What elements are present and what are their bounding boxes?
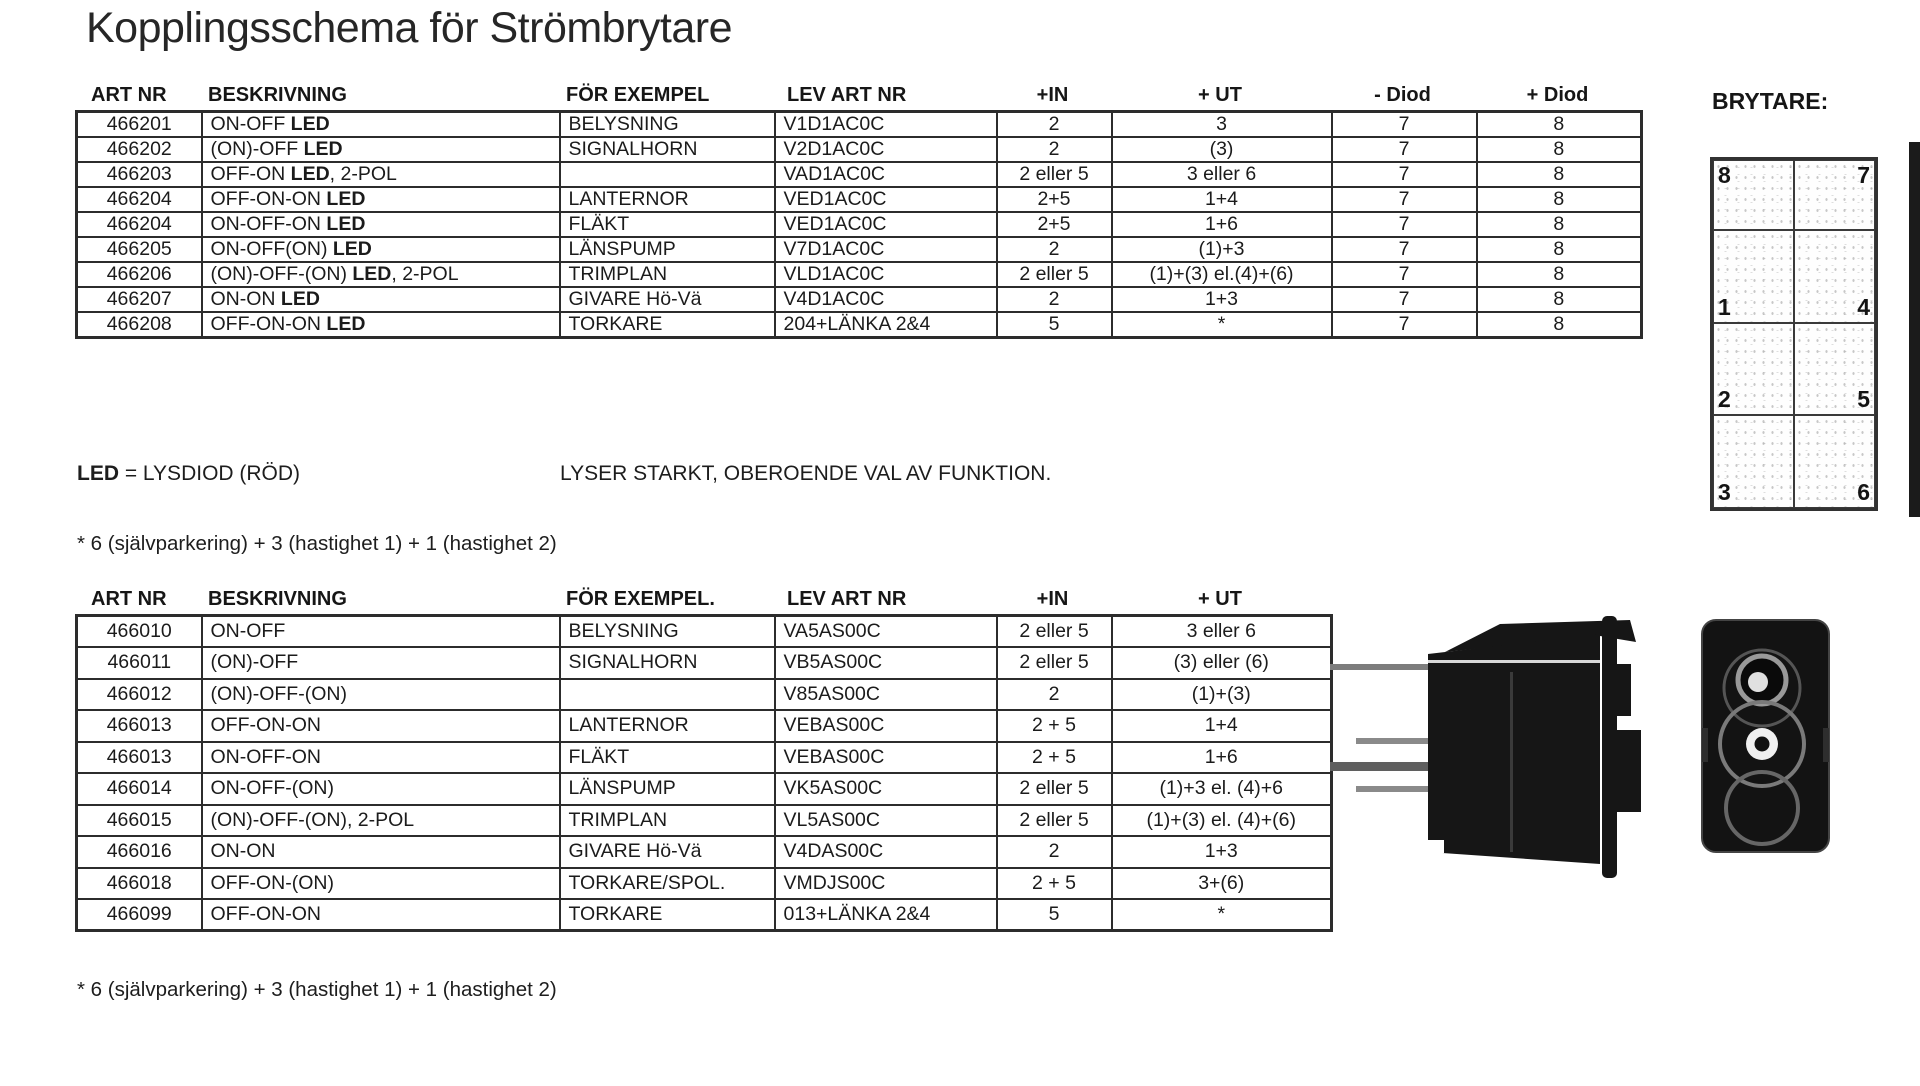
cell-for-exempel: SIGNALHORN bbox=[560, 647, 775, 679]
cell-lev-art-nr: V85AS00C bbox=[775, 679, 997, 711]
cell-plus-ut: 1+4 bbox=[1112, 187, 1332, 212]
cell-art-nr: 466201 bbox=[77, 112, 202, 138]
cell-beskrivning: ON-OFF bbox=[202, 616, 560, 648]
cell-for-exempel: FLÄKT bbox=[560, 212, 775, 237]
cell-plus-ut: 1+3 bbox=[1112, 287, 1332, 312]
table-row bbox=[77, 899, 1332, 931]
column-header-mdiod: - Diod bbox=[1374, 84, 1431, 106]
terminal-number: 5 bbox=[1857, 386, 1870, 413]
led-note bbox=[77, 462, 300, 486]
desc-post: , 2-POL bbox=[391, 263, 459, 285]
cell-art-nr: 466099 bbox=[77, 899, 202, 931]
table-row bbox=[77, 836, 1332, 868]
cell-plus-in: 2 eller 5 bbox=[997, 616, 1112, 648]
column-header-desc: BESKRIVNING bbox=[208, 84, 347, 106]
table-row bbox=[77, 237, 1642, 262]
cell-art-nr: 466012 bbox=[77, 679, 202, 711]
column-header-ut: + UT bbox=[1198, 84, 1242, 106]
desc-bold: LED bbox=[290, 163, 330, 185]
cell-minus-diod: 7 bbox=[1332, 312, 1477, 338]
column-header-ut: + UT bbox=[1198, 588, 1242, 610]
cell-minus-diod: 7 bbox=[1332, 137, 1477, 162]
cell-beskrivning bbox=[202, 312, 560, 338]
table-row bbox=[77, 112, 1642, 138]
desc-pre: (ON)-OFF bbox=[210, 138, 304, 160]
cell-lev-art-nr: VEBAS00C bbox=[775, 742, 997, 774]
cell-beskrivning: ON-OFF-ON bbox=[202, 742, 560, 774]
cell-minus-diod: 7 bbox=[1332, 162, 1477, 187]
cell-lev-art-nr: VED1AC0C bbox=[775, 187, 997, 212]
table-row bbox=[77, 162, 1642, 187]
cell-plus-in: 2 + 5 bbox=[997, 742, 1112, 774]
cell-beskrivning: ON-ON bbox=[202, 836, 560, 868]
cell-plus-in: 2 bbox=[997, 112, 1112, 138]
cell-plus-ut: (1)+3 bbox=[1112, 237, 1332, 262]
cell-art-nr: 466205 bbox=[77, 237, 202, 262]
brytare-label: BRYTARE: bbox=[1712, 88, 1829, 114]
cell-beskrivning bbox=[202, 137, 560, 162]
cell-art-nr: 466202 bbox=[77, 137, 202, 162]
cell-for-exempel: LANTERNOR bbox=[560, 710, 775, 742]
footnote-bottom: * 6 (självparkering) + 3 (hastighet 1) + 1 (hastighet 2) bbox=[77, 978, 557, 1001]
cell-art-nr: 466011 bbox=[77, 647, 202, 679]
cell-for-exempel: LÄNSPUMP bbox=[560, 237, 775, 262]
column-header-lev: LEV ART NR bbox=[787, 84, 907, 106]
cell-art-nr: 466204 bbox=[77, 212, 202, 237]
terminal-number: 6 bbox=[1857, 478, 1870, 505]
cell-plus-ut: 3 eller 6 bbox=[1112, 162, 1332, 187]
cell-art-nr: 466010 bbox=[77, 616, 202, 648]
terminal-number: 4 bbox=[1857, 293, 1870, 320]
brytare-cell bbox=[1713, 415, 1794, 508]
cell-beskrivning bbox=[202, 212, 560, 237]
desc-bold: LED bbox=[332, 238, 372, 260]
brytare-cell bbox=[1713, 323, 1794, 416]
cell-plus-ut: (3) bbox=[1112, 137, 1332, 162]
cell-plus-ut: (1)+(3) el. (4)+(6) bbox=[1112, 805, 1332, 837]
cell-lev-art-nr: 204+LÄNKA 2&4 bbox=[775, 312, 997, 338]
cell-plus-ut: 3+(6) bbox=[1112, 868, 1332, 900]
cell-minus-diod: 7 bbox=[1332, 237, 1477, 262]
cell-art-nr: 466018 bbox=[77, 868, 202, 900]
cell-for-exempel bbox=[560, 162, 775, 187]
desc-bold: LED bbox=[280, 288, 320, 310]
cell-plus-diod: 8 bbox=[1477, 262, 1642, 287]
cell-plus-in: 2+5 bbox=[997, 187, 1112, 212]
terminal-number: 7 bbox=[1857, 162, 1870, 188]
cell-minus-diod: 7 bbox=[1332, 262, 1477, 287]
cell-beskrivning bbox=[202, 237, 560, 262]
scan-edge-artifact bbox=[1909, 142, 1920, 517]
brytare-terminal-diagram bbox=[1710, 157, 1878, 511]
cell-beskrivning bbox=[202, 262, 560, 287]
cell-plus-ut: (1)+(3) el.(4)+(6) bbox=[1112, 262, 1332, 287]
cell-lev-art-nr: 013+LÄNKA 2&4 bbox=[775, 899, 997, 931]
table-row bbox=[77, 742, 1332, 774]
table-row bbox=[77, 137, 1642, 162]
table-row bbox=[77, 679, 1332, 711]
cell-plus-ut: 3 eller 6 bbox=[1112, 616, 1332, 648]
table-row bbox=[77, 312, 1642, 338]
cell-plus-in: 2 eller 5 bbox=[997, 773, 1112, 805]
rocker-switch-side-view-image bbox=[1330, 612, 1660, 887]
cell-plus-ut: (3) eller (6) bbox=[1112, 647, 1332, 679]
desc-bold: LED bbox=[326, 213, 366, 235]
brytare-cell bbox=[1794, 230, 1875, 323]
cell-plus-in: 2 bbox=[997, 287, 1112, 312]
desc-pre: ON-OFF bbox=[210, 113, 291, 135]
cell-beskrivning bbox=[202, 162, 560, 187]
cell-plus-diod: 8 bbox=[1477, 187, 1642, 212]
cell-plus-ut: 1+6 bbox=[1112, 212, 1332, 237]
cell-plus-in: 2 + 5 bbox=[997, 868, 1112, 900]
desc-bold: LED bbox=[303, 138, 343, 160]
cell-for-exempel: SIGNALHORN bbox=[560, 137, 775, 162]
cell-minus-diod: 7 bbox=[1332, 287, 1477, 312]
cell-art-nr: 466015 bbox=[77, 805, 202, 837]
cell-plus-ut: 1+3 bbox=[1112, 836, 1332, 868]
terminal-number: 2 bbox=[1718, 386, 1731, 413]
cell-for-exempel: GIVARE Hö-Vä bbox=[560, 836, 775, 868]
column-header-desc: BESKRIVNING bbox=[208, 588, 347, 610]
cell-beskrivning: OFF-ON-ON bbox=[202, 710, 560, 742]
cell-for-exempel: TORKARE bbox=[560, 899, 775, 931]
cell-lev-art-nr: VMDJS00C bbox=[775, 868, 997, 900]
desc-bold: LED bbox=[290, 113, 330, 135]
cell-art-nr: 466014 bbox=[77, 773, 202, 805]
cell-for-exempel: LÄNSPUMP bbox=[560, 773, 775, 805]
cell-plus-in: 5 bbox=[997, 312, 1112, 338]
table-row bbox=[77, 647, 1332, 679]
desc-bold: LED bbox=[326, 313, 366, 335]
cell-lev-art-nr: VAD1AC0C bbox=[775, 162, 997, 187]
table-row bbox=[77, 710, 1332, 742]
cell-for-exempel: BELYSNING bbox=[560, 112, 775, 138]
desc-pre: OFF-ON bbox=[210, 163, 291, 185]
column-header-pdiod: + Diod bbox=[1526, 84, 1589, 106]
brytare-cell bbox=[1794, 323, 1875, 416]
cell-lev-art-nr: VK5AS00C bbox=[775, 773, 997, 805]
cell-for-exempel bbox=[560, 679, 775, 711]
desc-pre: ON-ON bbox=[210, 288, 281, 310]
terminal-number: 3 bbox=[1718, 478, 1731, 505]
led-definition: = LYSDIOD (RÖD) bbox=[119, 462, 301, 485]
desc-pre: ON-OFF-ON bbox=[210, 213, 327, 235]
cell-lev-art-nr: V4D1AC0C bbox=[775, 287, 997, 312]
terminal-number: 8 bbox=[1718, 162, 1731, 188]
cell-plus-in: 5 bbox=[997, 899, 1112, 931]
cell-lev-art-nr: V4DAS00C bbox=[775, 836, 997, 868]
table-row bbox=[77, 187, 1642, 212]
cell-beskrivning: (ON)-OFF-(ON), 2-POL bbox=[202, 805, 560, 837]
led-term: LED bbox=[77, 462, 119, 485]
brytare-cell bbox=[1713, 230, 1794, 323]
table-switches-led bbox=[75, 110, 1643, 339]
cell-plus-ut: * bbox=[1112, 899, 1332, 931]
cell-art-nr: 466206 bbox=[77, 262, 202, 287]
table-row bbox=[77, 616, 1332, 648]
cell-lev-art-nr: V1D1AC0C bbox=[775, 112, 997, 138]
cell-plus-in: 2 eller 5 bbox=[997, 262, 1112, 287]
cell-art-nr: 466203 bbox=[77, 162, 202, 187]
table1-header-row bbox=[75, 84, 1640, 107]
table-switches-standard bbox=[75, 614, 1333, 932]
desc-pre: ON-OFF(ON) bbox=[210, 238, 333, 260]
cell-for-exempel: TORKARE bbox=[560, 312, 775, 338]
column-header-in: +IN bbox=[1036, 84, 1069, 106]
cell-art-nr: 466013 bbox=[77, 710, 202, 742]
desc-bold: LED bbox=[326, 188, 366, 210]
cell-plus-ut: 1+4 bbox=[1112, 710, 1332, 742]
cell-lev-art-nr: V7D1AC0C bbox=[775, 237, 997, 262]
cell-plus-diod: 8 bbox=[1477, 237, 1642, 262]
cell-lev-art-nr: VLD1AC0C bbox=[775, 262, 997, 287]
cell-plus-ut: 3 bbox=[1112, 112, 1332, 138]
cell-minus-diod: 7 bbox=[1332, 212, 1477, 237]
cell-beskrivning: (ON)-OFF-(ON) bbox=[202, 679, 560, 711]
desc-pre: OFF-ON-ON bbox=[210, 188, 327, 210]
desc-post: , 2-POL bbox=[329, 163, 397, 185]
brytare-cell bbox=[1794, 415, 1875, 508]
table-row bbox=[77, 262, 1642, 287]
cell-plus-in: 2 + 5 bbox=[997, 710, 1112, 742]
cell-lev-art-nr: V2D1AC0C bbox=[775, 137, 997, 162]
cell-lev-art-nr: VA5AS00C bbox=[775, 616, 997, 648]
column-header-example: FÖR EXEMPEL. bbox=[566, 588, 715, 610]
cell-plus-ut: * bbox=[1112, 312, 1332, 338]
cell-plus-in: 2 bbox=[997, 679, 1112, 711]
cell-art-nr: 466207 bbox=[77, 287, 202, 312]
cell-for-exempel: FLÄKT bbox=[560, 742, 775, 774]
cell-plus-diod: 8 bbox=[1477, 287, 1642, 312]
cell-plus-in: 2 bbox=[997, 137, 1112, 162]
desc-bold: LED bbox=[352, 263, 392, 285]
column-header-art: ART NR bbox=[91, 84, 167, 106]
cell-art-nr: 466013 bbox=[77, 742, 202, 774]
cell-plus-diod: 8 bbox=[1477, 162, 1642, 187]
footnote-top: * 6 (självparkering) + 3 (hastighet 1) + 1 (hastighet 2) bbox=[77, 532, 557, 555]
cell-beskrivning: OFF-ON-ON bbox=[202, 899, 560, 931]
cell-lev-art-nr: VB5AS00C bbox=[775, 647, 997, 679]
cell-plus-in: 2 bbox=[997, 836, 1112, 868]
cell-lev-art-nr: VED1AC0C bbox=[775, 212, 997, 237]
cell-plus-diod: 8 bbox=[1477, 312, 1642, 338]
cell-beskrivning: ON-OFF-(ON) bbox=[202, 773, 560, 805]
column-header-lev: LEV ART NR bbox=[787, 588, 907, 610]
page-title: Kopplingsschema för Strömbrytare bbox=[86, 4, 733, 52]
cell-lev-art-nr: VL5AS00C bbox=[775, 805, 997, 837]
column-header-in: +IN bbox=[1036, 588, 1069, 610]
cell-for-exempel: TRIMPLAN bbox=[560, 805, 775, 837]
cell-beskrivning bbox=[202, 287, 560, 312]
terminal-number: 1 bbox=[1718, 293, 1731, 320]
cell-plus-diod: 8 bbox=[1477, 137, 1642, 162]
desc-pre: OFF-ON-ON bbox=[210, 313, 327, 335]
cell-for-exempel: BELYSNING bbox=[560, 616, 775, 648]
cell-plus-in: 2 eller 5 bbox=[997, 162, 1112, 187]
cell-beskrivning: OFF-ON-(ON) bbox=[202, 868, 560, 900]
cell-minus-diod: 7 bbox=[1332, 187, 1477, 212]
cell-for-exempel: TRIMPLAN bbox=[560, 262, 775, 287]
cell-art-nr: 466016 bbox=[77, 836, 202, 868]
cell-plus-in: 2 eller 5 bbox=[997, 647, 1112, 679]
column-header-example: FÖR EXEMPEL bbox=[566, 84, 710, 106]
table-row bbox=[77, 212, 1642, 237]
desc-pre: (ON)-OFF-(ON) bbox=[210, 263, 353, 285]
cell-art-nr: 466208 bbox=[77, 312, 202, 338]
cell-beskrivning bbox=[202, 112, 560, 138]
cell-plus-ut: 1+6 bbox=[1112, 742, 1332, 774]
brytare-cell bbox=[1713, 160, 1794, 230]
cell-beskrivning bbox=[202, 187, 560, 212]
cell-minus-diod: 7 bbox=[1332, 112, 1477, 138]
table2-header-row bbox=[75, 588, 1330, 611]
table-row bbox=[77, 773, 1332, 805]
cell-plus-in: 2+5 bbox=[997, 212, 1112, 237]
cell-for-exempel: LANTERNOR bbox=[560, 187, 775, 212]
rocker-switch-front-view-image bbox=[1698, 616, 1833, 856]
cell-plus-diod: 8 bbox=[1477, 112, 1642, 138]
cell-plus-in: 2 bbox=[997, 237, 1112, 262]
column-header-art: ART NR bbox=[91, 588, 167, 610]
cell-for-exempel: TORKARE/SPOL. bbox=[560, 868, 775, 900]
brytare-cell bbox=[1794, 160, 1875, 230]
cell-lev-art-nr: VEBAS00C bbox=[775, 710, 997, 742]
cell-plus-in: 2 eller 5 bbox=[997, 805, 1112, 837]
cell-beskrivning: (ON)-OFF bbox=[202, 647, 560, 679]
table-row bbox=[77, 287, 1642, 312]
cell-plus-ut: (1)+3 el. (4)+6 bbox=[1112, 773, 1332, 805]
table-row bbox=[77, 868, 1332, 900]
led-info-note: LYSER STARKT, OBEROENDE VAL AV FUNKTION. bbox=[560, 462, 1052, 485]
cell-for-exempel: GIVARE Hö-Vä bbox=[560, 287, 775, 312]
cell-plus-ut: (1)+(3) bbox=[1112, 679, 1332, 711]
table-row bbox=[77, 805, 1332, 837]
cell-art-nr: 466204 bbox=[77, 187, 202, 212]
cell-plus-diod: 8 bbox=[1477, 212, 1642, 237]
